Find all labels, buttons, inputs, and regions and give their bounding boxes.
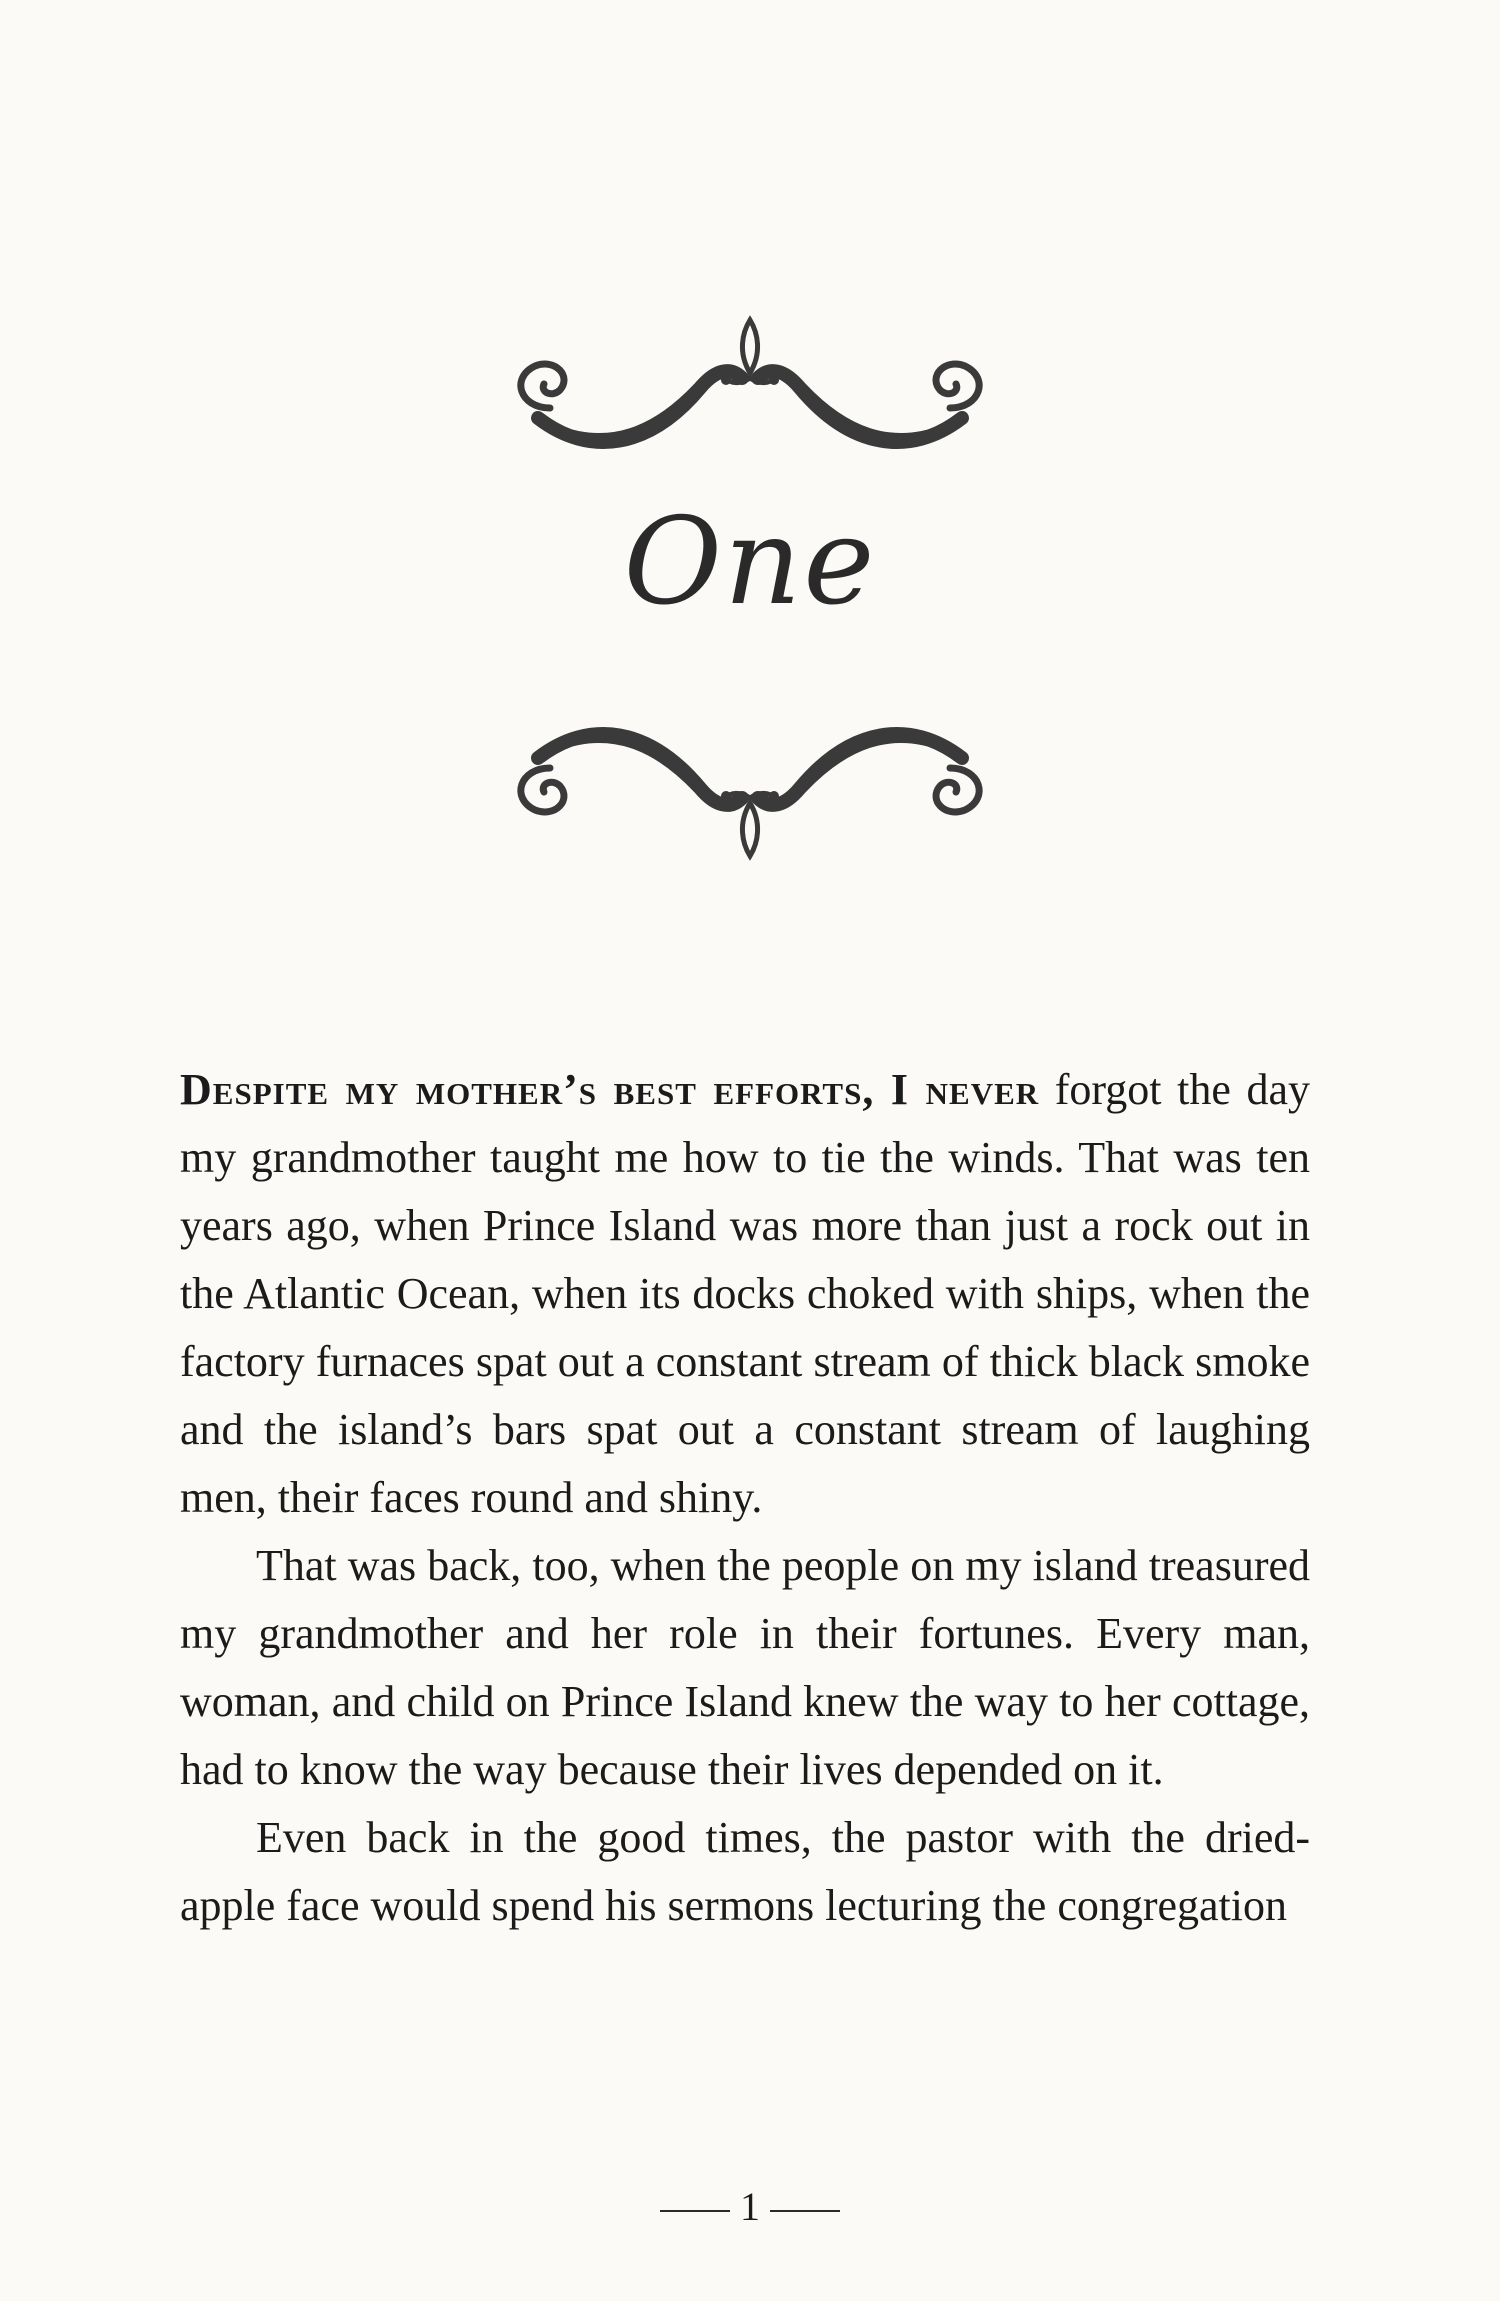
paragraph-3: Even back in the good times, the pastor with the dried-apple face would spend his sermons lecturing the congregation — [180, 1813, 1310, 1930]
lead-in-caps: Despite my mother’s best efforts, I never — [180, 1065, 1040, 1114]
paragraph-1 — [180, 1056, 1310, 1532]
paragraph-1-text: forgot the day my grandmother taught me how to tie the winds. That was ten years ago, when Prince Island was more than just a rock out in the Atlantic Ocean, when its docks choked with ships, when the factory furnaces spat out a constant stream of thick black smoke and the island’s bars spat out a constant stream of laughing men, their faces round and shiny. — [180, 1065, 1310, 1522]
body-text — [180, 1056, 1310, 1940]
flourish-ornament-top — [480, 308, 1020, 488]
chapter-title: One — [623, 493, 877, 632]
flourish-ornament-bottom — [480, 688, 1020, 868]
folio-dash-right — [770, 2210, 840, 2212]
page-number-footer — [0, 2182, 1500, 2232]
folio-dash-left — [660, 2210, 730, 2212]
paragraph-2: That was back, too, when the people on my island treasured my grandmother and her role in their fortunes. Every man, woman, and child on Prince Island knew the way to her cottage, had to know the way because their lives depended on it. — [180, 1541, 1310, 1794]
page-number: 1 — [740, 2184, 760, 2229]
